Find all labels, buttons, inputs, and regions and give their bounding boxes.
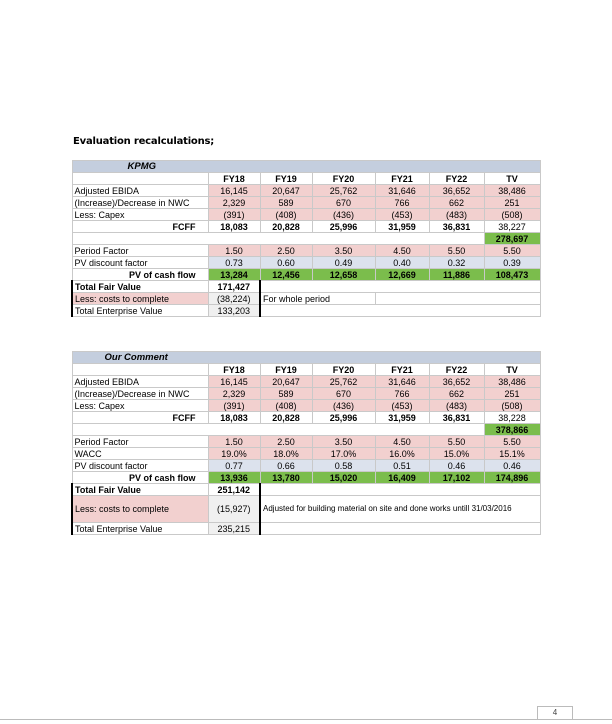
cell: 251 [484,197,540,209]
kpmg-col-header: FY20 [312,173,375,185]
cell: 5.50 [484,436,540,448]
cell: 38,227 [484,221,540,233]
ours-col-header: FY19 [260,364,312,376]
cell: 20,647 [260,376,312,388]
cell: 0.51 [375,460,429,472]
kpmg-title-row [72,161,540,173]
row-label: Adjusted EBIDA [72,376,208,388]
cell: 12,456 [260,269,312,281]
cell: 20,647 [260,185,312,197]
cell: 0.46 [484,460,540,472]
note: Adjusted for building material on site and done works untill 31/03/2016 [260,496,540,523]
terminal-value: 278,697 [484,233,540,245]
cell: 12,658 [312,269,375,281]
kpmg-row-less-costs [72,293,540,305]
kpmg-row-total-fair-value [72,281,540,293]
cell: 0.46 [429,460,484,472]
ours-row-tv [72,424,540,436]
row-label: Total Fair Value [72,281,208,293]
row-label: Less: Capex [72,209,208,221]
cell: 171,427 [208,281,260,293]
section-heading: Evaluation recalculations; [73,136,215,147]
cell: 25,762 [312,376,375,388]
terminal-value: 378,866 [484,424,540,436]
cell: 662 [429,197,484,209]
row-label: Period Factor [72,245,208,257]
footer-divider [0,719,612,720]
kpmg-col-header: FY22 [429,173,484,185]
row-label: Total Enterprise Value [72,523,208,535]
cell: 2,329 [208,197,260,209]
row-label: PV of cash flow [72,472,208,484]
cell: 133,203 [208,305,260,317]
cell: 19.0% [208,448,260,460]
ours-row-total-ev [72,523,540,535]
row-label: Total Enterprise Value [72,305,208,317]
cell: 38,228 [484,412,540,424]
cell: 0.39 [484,257,540,269]
cell: 12,669 [375,269,429,281]
row-label: (Increase)/Decrease in NWC [72,197,208,209]
cell: 235,215 [208,523,260,535]
cell: 670 [312,388,375,400]
kpmg-row-tv [72,233,540,245]
cell: 16,145 [208,185,260,197]
cell: 20,828 [260,412,312,424]
ours-row-ebida [72,376,540,388]
kpmg-row-total-ev [72,305,540,317]
ours-title: Our Comment [72,352,540,364]
cell: 2.50 [260,245,312,257]
cell: (483) [429,209,484,221]
cell: 18.0% [260,448,312,460]
cell: (408) [260,209,312,221]
cell: 0.49 [312,257,375,269]
kpmg-header-row [72,173,540,185]
cell: 31,959 [375,412,429,424]
cell: 5.50 [429,245,484,257]
row-label: PV of cash flow [72,269,208,281]
cell: 251,142 [208,484,260,496]
cell: (483) [429,400,484,412]
cell: 15.0% [429,448,484,460]
cell: 5.50 [484,245,540,257]
row-label: FCFF [72,221,208,233]
cell: 662 [429,388,484,400]
cell: 766 [375,197,429,209]
cell: (508) [484,209,540,221]
row-label: (Increase)/Decrease in NWC [72,388,208,400]
cell: 25,996 [312,221,375,233]
cell: (408) [260,400,312,412]
cell: 31,646 [375,376,429,388]
kpmg-col-header: FY19 [260,173,312,185]
cell: 13,780 [260,472,312,484]
cell: 16.0% [375,448,429,460]
cell: 0.60 [260,257,312,269]
cell: 36,831 [429,412,484,424]
cell: 766 [375,388,429,400]
cell: 2,329 [208,388,260,400]
ours-col-header: FY18 [208,364,260,376]
kpmg-col-header: FY18 [208,173,260,185]
kpmg-row-period [72,245,540,257]
cell: 108,473 [484,269,540,281]
ours-row-total-fair-value [72,484,540,496]
cell: (38,224) [208,293,260,305]
cell: 589 [260,388,312,400]
ours-row-period [72,436,540,448]
cell: (391) [208,400,260,412]
cell: 0.58 [312,460,375,472]
cell: 18,083 [208,412,260,424]
ours-col-header: FY22 [429,364,484,376]
ours-title-row [72,352,540,364]
cell: 1.50 [208,436,260,448]
cell: 13,284 [208,269,260,281]
ours-row-less-costs [72,496,540,523]
cell: 17.0% [312,448,375,460]
cell: 36,652 [429,185,484,197]
row-label: Less: costs to complete [72,496,208,523]
cell: 31,646 [375,185,429,197]
ours-row-pvcf [72,472,540,484]
row-label: FCFF [72,412,208,424]
cell: 4.50 [375,245,429,257]
ours-row-fcff [72,412,540,424]
cell: 38,486 [484,376,540,388]
kpmg-row-pvdf [72,257,540,269]
cell: 17,102 [429,472,484,484]
cell: 38,486 [484,185,540,197]
cell: 25,996 [312,412,375,424]
cell: 31,959 [375,221,429,233]
row-label: PV discount factor [72,257,208,269]
row-label: PV discount factor [72,460,208,472]
ours-header-row [72,364,540,376]
cell: 0.32 [429,257,484,269]
ours-row-wacc [72,448,540,460]
cell: 589 [260,197,312,209]
cell: 3.50 [312,245,375,257]
cell: 0.73 [208,257,260,269]
cell: (436) [312,209,375,221]
row-label: WACC [72,448,208,460]
cell: 36,652 [429,376,484,388]
cell: 2.50 [260,436,312,448]
ours-row-nwc [72,388,540,400]
cell: 174,896 [484,472,540,484]
cell: 15,020 [312,472,375,484]
cell: 20,828 [260,221,312,233]
kpmg-row-nwc [72,197,540,209]
cell: 0.77 [208,460,260,472]
row-label: Less: Capex [72,400,208,412]
row-label: Total Fair Value [72,484,208,496]
cell: 1.50 [208,245,260,257]
page-number: 4 [537,706,573,720]
ours-col-header: TV [484,364,540,376]
cell: (436) [312,400,375,412]
kpmg-row-ebida [72,185,540,197]
row-label: Period Factor [72,436,208,448]
cell: 3.50 [312,436,375,448]
kpmg-col-header: TV [484,173,540,185]
kpmg-col-header: FY21 [375,173,429,185]
cell: 670 [312,197,375,209]
cell: 36,831 [429,221,484,233]
cell: 11,886 [429,269,484,281]
cell: 18,083 [208,221,260,233]
ours-row-capex [72,400,540,412]
cell: 0.66 [260,460,312,472]
cell: (508) [484,400,540,412]
cell: (15,927) [208,496,260,523]
kpmg-title: KPMG [72,161,540,173]
kpmg-table [71,160,541,317]
row-label: Adjusted EBIDA [72,185,208,197]
cell: 5.50 [429,436,484,448]
cell: 25,762 [312,185,375,197]
ours-col-header: FY20 [312,364,375,376]
ours-col-header: FY21 [375,364,429,376]
cell: 16,409 [375,472,429,484]
kpmg-row-fcff [72,221,540,233]
kpmg-row-capex [72,209,540,221]
our-comment-table [71,351,541,535]
cell: 15.1% [484,448,540,460]
row-label: Less: costs to complete [72,293,208,305]
note: For whole period [260,293,375,305]
cell: 16,145 [208,376,260,388]
cell: 13,936 [208,472,260,484]
cell: (453) [375,209,429,221]
cell: 0.40 [375,257,429,269]
cell: (391) [208,209,260,221]
ours-row-pvdf [72,460,540,472]
kpmg-row-pvcf [72,269,540,281]
cell: (453) [375,400,429,412]
cell: 4.50 [375,436,429,448]
cell: 251 [484,388,540,400]
